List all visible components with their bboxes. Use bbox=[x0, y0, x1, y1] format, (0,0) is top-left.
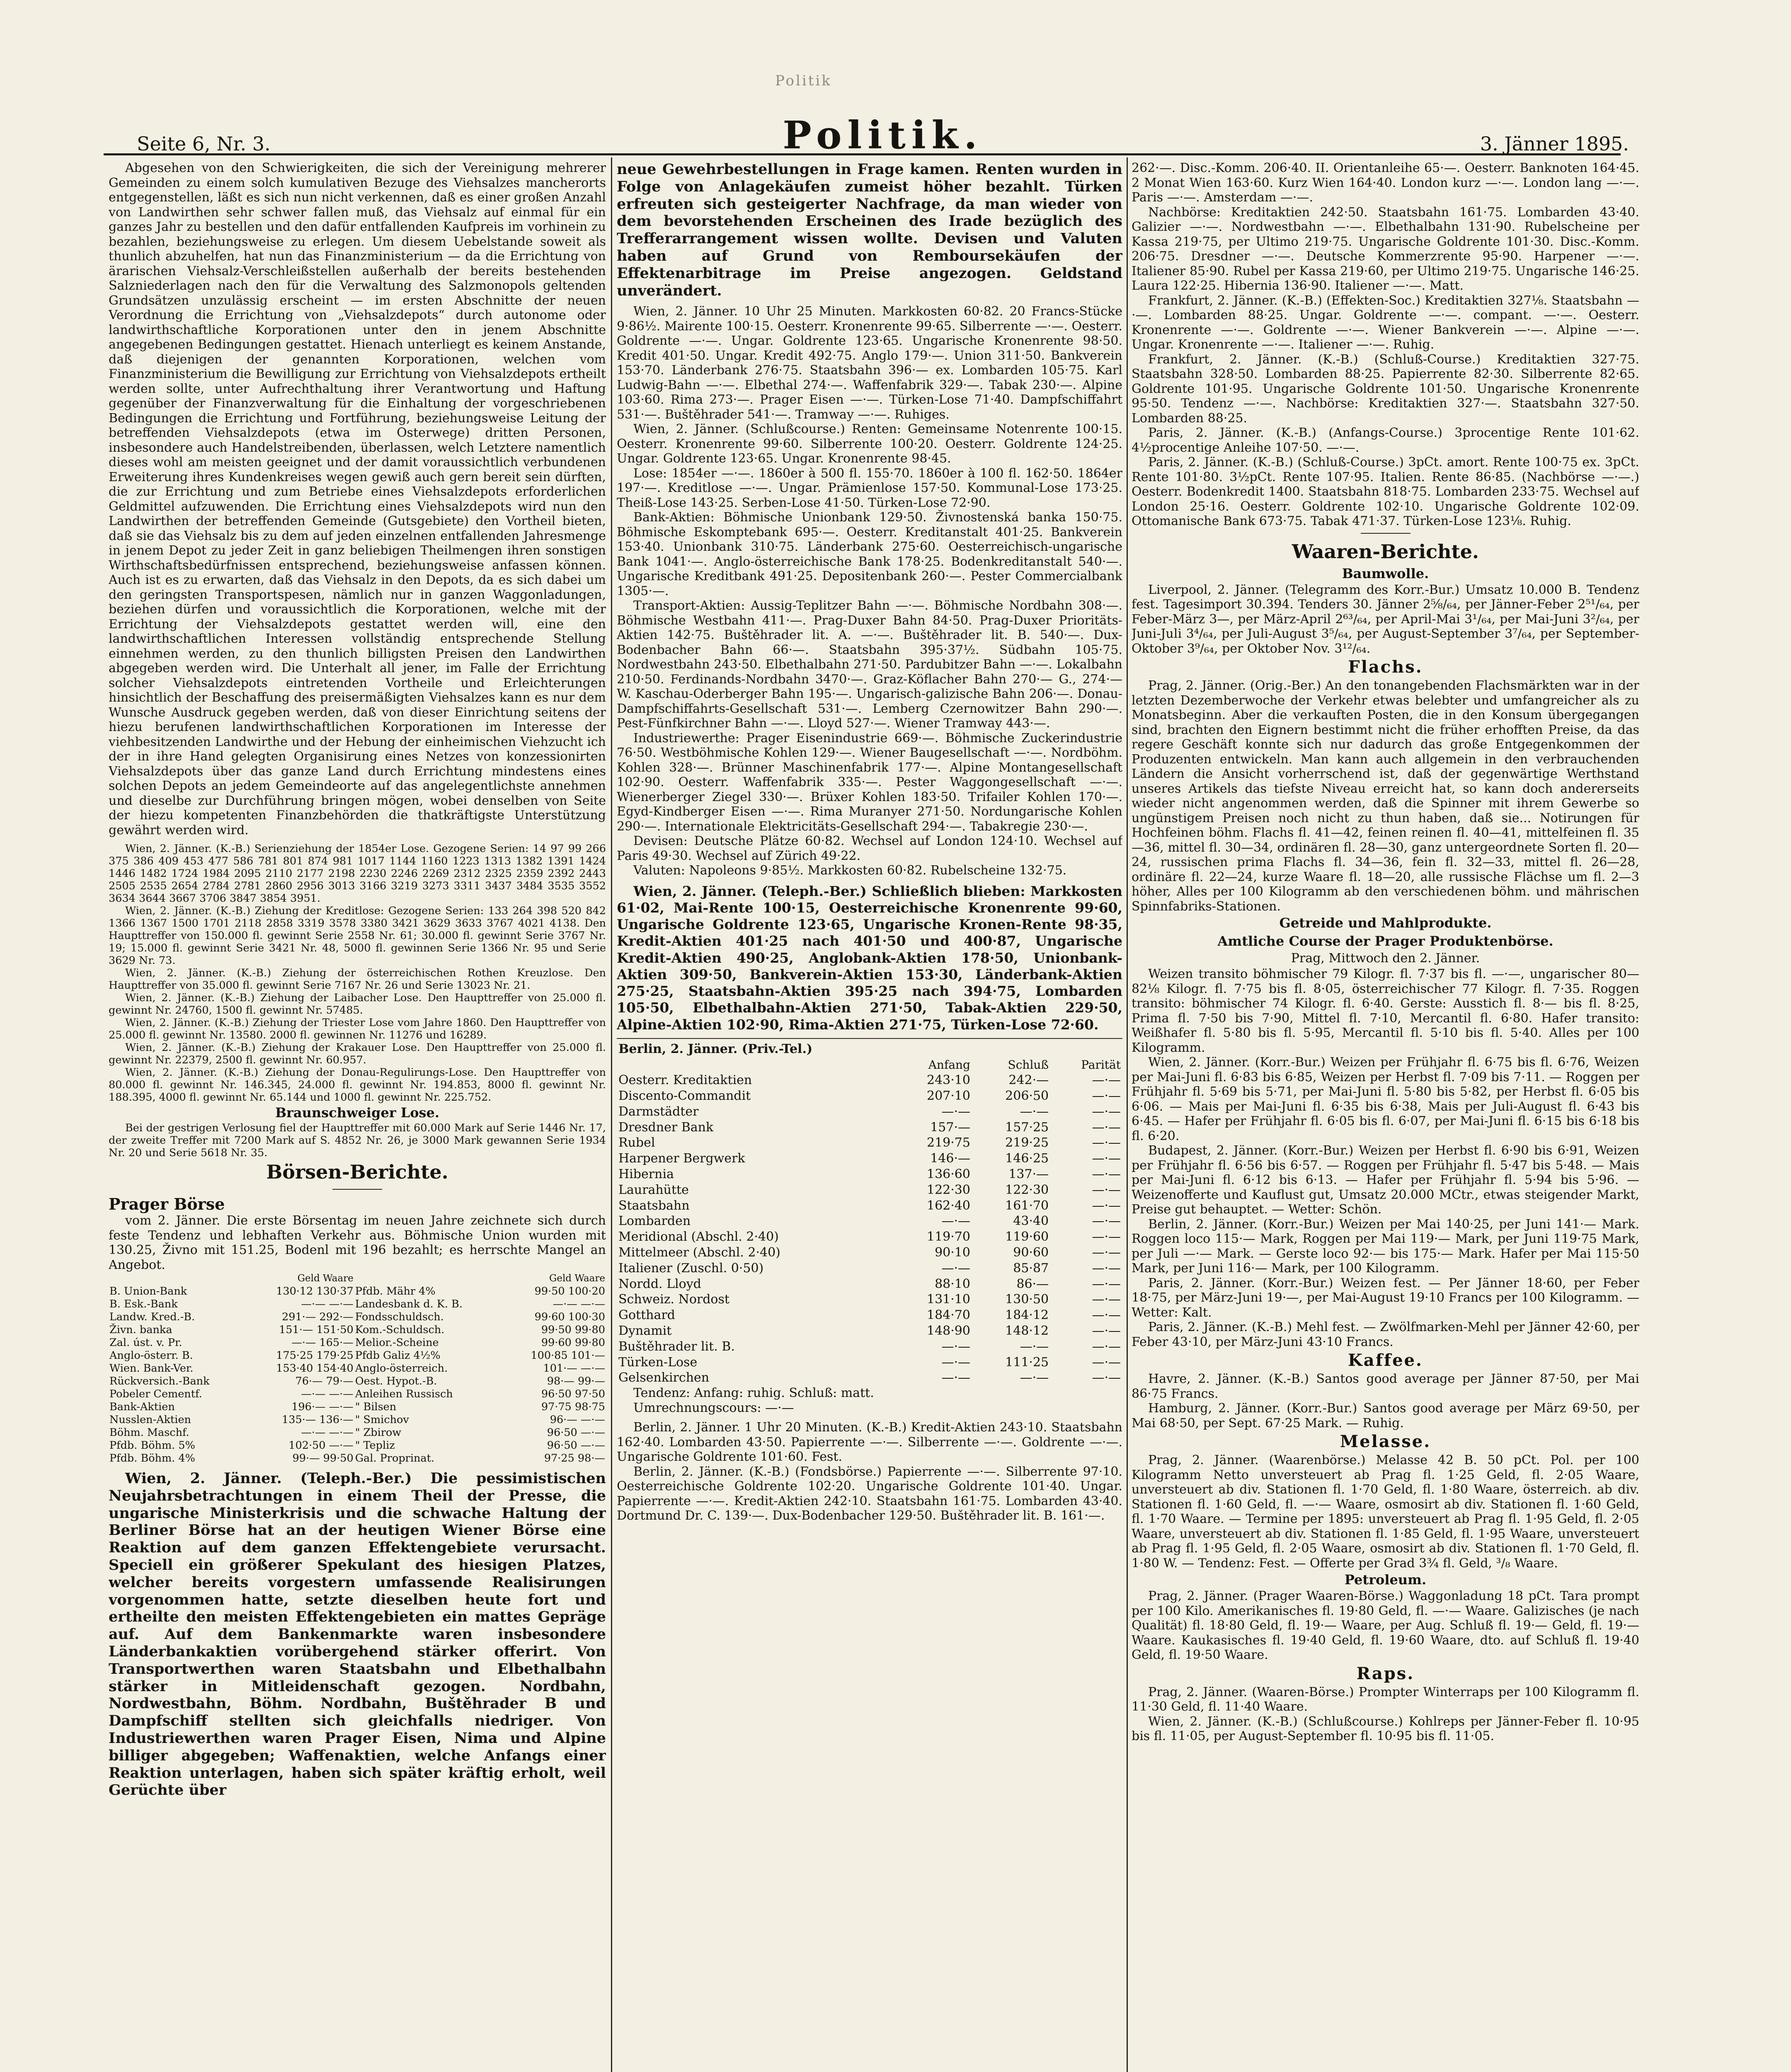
table-cell: 86·— bbox=[1016, 1276, 1049, 1291]
table-row bbox=[617, 1182, 1122, 1198]
table-cell: Harpener Bergwerk bbox=[618, 1151, 745, 1166]
table-cell: 206·50 bbox=[1005, 1089, 1049, 1104]
table-cell: Gelsenkirchen bbox=[618, 1370, 710, 1385]
table-cell: Melior.-Scheine bbox=[355, 1336, 439, 1349]
table-cell: Darmstädter bbox=[618, 1104, 699, 1119]
table-cell: Oesterr. Kreditaktien bbox=[618, 1073, 752, 1088]
section-heading: Waaren-Berichte. bbox=[1292, 540, 1479, 563]
market-report: Paris, 2. Jänner. (K.-B.) Mehl fest. — Zwölfmarken-Mehl per Jänner 42·60, per Feber 43·10, per März-Juni 43·10 Francs. bbox=[1132, 1320, 1639, 1349]
market-report: Wien, 2. Jänner. (Korr.-Bur.) Weizen per Frühjahr fl. 6·75 bis fl. 6·76, Weizen per Mai-Juni fl. 6·83 bis 6·85, Weizen per Herbst fl. 7·09 bis 7·11. — Roggen per Frühjahr fl. 5·69 bis 5·71, per Mai-Juni fl. 5·80 bis 5·82, per Herbst fl. 6·05 bis 6·06. — Mais per Mai-Juni fl. 6·35 bis 6·38, Mais per Juli-August fl. 6·43 bis 6·45. — Hafer per Frühjahr fl. 6·05 bis fl. 6·07, per Mai-Juni fl. 6·15 bis 6·18 bis fl. 6·20. bbox=[1132, 1055, 1639, 1143]
table-row bbox=[617, 1370, 1122, 1386]
table-cell: 146·25 bbox=[1005, 1151, 1049, 1166]
table-cell: " Zbirow bbox=[355, 1426, 402, 1439]
table-row bbox=[109, 1452, 606, 1465]
market-report: Bank-Aktien: Böhmische Unionbank 129·50. Živnostenská banka 150·75. Böhmische Eskomptebank 695·—. Oesterr. Kreditanstalt 401·25. Bankverein 153·40. Unionbank 310·75. Länderbank 275·60. Oesterreichisch-ungarische Bank 1041·—. Anglo-österreichische Bank 178·25. Bodenkreditanstalt 540·—. Ungarische Kreditbank 491·25. Depositenbank 260·—. Pester Commercialbank 1305·—. bbox=[617, 510, 1122, 598]
table-cell: —·— bbox=[1092, 1151, 1121, 1166]
table-row bbox=[109, 1311, 606, 1324]
table-cell: Zal. úst. v. Pr. bbox=[109, 1336, 182, 1349]
article-viehsalz: Abgesehen von den Schwierigkeiten, die sich der Vereinigung mehrerer Gemeinden zu einem solch kumulativen Bezuge des Viehsalzes mancherorts entgegenstellen, läßt es sich nun nicht verkennen, daß es einer großen Anzahl von Landwirthen sehr schwer fallen muß, das Viehsalz auf einmal für ein ganzes Jahr zu bestellen und den dafür entfallenden Kaufpreis im vorhinein zu bezahlen, beziehungsweise zu erlegen. Um diesem Uebelstande soweit als thunlich abzuhelfen, hat nun das Finanzministerium — da die Errichtung von ärarischen Viehsalz-Verschleißstellen außerhalb der bereits bestehenden Salzniederlagen nach den für die Verwaltung des Salzmonopols geltenden Grundsätzen unzulässig erscheint — im ersten Abschnitte der neuen Verordnung die Errichtung von „Viehsalzdepots“ durch autonome oder landwirthschaftliche Korporationen unter den in jenem Abschnitte angegebenen Bedingungen gestattet. Hienach unterliegt es keinem Anstande, daß diejenigen der genannten Korporationen, welchen vom Finanzministerium die Bewilligung zur Errichtung von Viehsalzdepots ertheilt werden sollte, unter Aufrechthaltung ihrer Verantwortung und Haftung gegenüber der Finanzverwaltung für die Einhaltung der vorgeschriebenen Bedingungen die Errichtung und Fortführung, beziehungsweise Leitung der betreffenden Viehsalzdepots (etwa im Osterwege) dritten Personen, insbesondere auch Handelstreibenden, überlassen, welch Letztere namentlich dieses wohl am meisten geeignet und der damit voraussichtlich verbundenen Erweiterung ihres Kundenkreises wegen gewiß auch gern bereit sein dürften, die zur Errichtung und zum Betriebe eines Viehsalzdepots erforderlichen Geldmittel aufzuwenden. Die Errichtung eines Viehsalzdepots wird nun den Landwirthen der betreffenden Gemeinde (Gutsgebiete) den Vortheil bieten, daß sie das Viehsalz bis zu dem auf jeden einzelnen entfallenden Jahresmenge in jenem Depot zu jeder Zeit in ganz beliebigen Theilmengen ihren sonstigen Wirthschaftsbedürfnissen entsprechend, beziehungsweise anfassen können. Auch ist es zu erwarten, daß das Viehsalz in den Depots, da es sich dabei um den geringsten Transportspesen, nämlich nur in ganzen Waggonladungen, beziehen dürfen und voraussichtlich die Korporationen, welche mit der Errichtung der Viehsalzdepots gestattet werden will, eine den landwirthschaftlichen Interessen vollständig entsprechende Stellung einnehmen werden, zu den thunlich billigsten Preisen den Landwirthen abgegeben werden wird. Die Unterhalt all jener, im Falle der Errichtung solcher Viehsalzdepots eintretenden Vortheile und Erleichterungen hinsichtlich der Beschaffung des preisermäßigten Viehsalzes kann es nur dem Wunsche Ausdruck gegeben werden, daß von dieser Einrichtung seitens der hiezu berufenen landwirthschaftlichen Korporationen im Interesse der viehbesitzenden Landwirthe und der Hebung der einheimischen Viehzucht ich der in ihre Hand gelegten Organisirung eines Netzes von konzessionirten Viehsalzdepots über das ganze Land durch Errichtung mindestens eines solchen Depots an jedem Gemeindeorte auf das angelegentlichste annehmen und dieselbe zur Durchführung bringen mögen, wobei denselben von Seite der hiezu kompetenten Finanzbehörden die thatkräftigste Unterstützung gewährt werden wird. bbox=[109, 161, 606, 838]
table-row bbox=[109, 1426, 606, 1439]
table-cell: —·— bbox=[941, 1214, 970, 1229]
column-2 bbox=[617, 161, 1122, 2072]
table-cell: —·— bbox=[1092, 1073, 1121, 1088]
table-cell: 130·12 130·37 bbox=[276, 1285, 354, 1297]
market-report: Wien, 2. Jänner. 10 Uhr 25 Minuten. Markkosten 60·82. 20 Francs-Stücke 9·86½. Mairente 100·15. Oesterr. Kronenrente 99·65. Silberrente —·—. Oesterr. Goldrente —·—. Ungar. Goldrente 123·65. Ungarische Kronenrente 98·50. Kredit 401·50. Ungar. Kredit 492·75. Anglo 179·—. Union 311·50. Bankverein 153·70. Länderbank 276·75. Staatsbahn 396·— ex. Lombarden 105·75. Karl Ludwig-Bahn —·—. Elbethal 274·—. Waffenfabrik 329·—. Tabak 230·—. Alpine 103·60. Rima 273·—. Prager Eisen —·—. Türken-Lose 71·40. Dampfschiffahrt 531·—. Buštěhrader 541·—. Tramway —·—. Ruhiges. bbox=[617, 304, 1122, 422]
table-cell: —·— —·— bbox=[301, 1298, 354, 1310]
table-cell: —·— bbox=[1092, 1292, 1121, 1307]
header-watermark: Politik bbox=[775, 73, 832, 89]
column-3 bbox=[1132, 161, 1639, 2072]
table-row bbox=[617, 1245, 1122, 1261]
table-cell: 146·— bbox=[930, 1151, 970, 1166]
market-report: Industriewerthe: Prager Eisenindustrie 669·—. Böhmische Zuckerindustrie 76·50. Westböhmische Kohlen 129·—. Wiener Baugesellschaft —·—. Nordböhm. Kohlen 328·—. Brünner Maschinenfabrik 177·—. Alpine Montangesellschaft 102·90. Oesterr. Waffenfabrik 335·—. Pester Waggongesellschaft —·—. Wienerberger Ziegel 330·—. Brüxer Kohlen 183·50. Trifailer Kohlen 170·—. Egyd-Kindberger Eisen —·—. Rima Muranyer 271·50. Nordungarische Kohlen 290·—. Internationale Elektricitäts-Gesellschaft 294·—. Tabakregie 230·—. bbox=[617, 731, 1122, 834]
subheading: Getreide und Mahlprodukte. bbox=[1279, 915, 1492, 931]
table-row bbox=[617, 1323, 1122, 1339]
table-cell: 98·— 99·— bbox=[547, 1375, 605, 1387]
table-cell: 101·— —·— bbox=[543, 1362, 605, 1375]
table-header: Geld Waare Geld Waare bbox=[297, 1273, 605, 1284]
header-rule bbox=[104, 153, 1621, 155]
table-cell: —·— bbox=[1092, 1261, 1121, 1276]
market-report: vom 2. Jänner. Die erste Börsentag im neuen Jahre zeichnete sich durch feste Tendenz und lebhaften Verkehr aus. Böhmische Union wurden mit 130.25, Živno mit 151.25, Bodenl mit 196 bezahlt; es herrschte Mangel an Angebot. bbox=[109, 1213, 606, 1272]
market-report: Prag, 2. Jänner. (Prager Waaren-Börse.) Waggonladung 18 pCt. Tara prompt per 100 Kilo. Amerikanisches fl. 19·80 Geld, fl. —·— Waare. Galizisches (je nach Qualität) fl. 18·80 Geld, fl. 19·— Waare, per Aug. Schluß fl. 19·— Geld, fl. 19·— Waare. Kaukasisches fl. 19·40 Geld, fl. 19·60 Waare, dto. auf Schluß fl. 19·40 Geld, fl. 19·50 Waare. bbox=[1132, 1589, 1639, 1662]
table-row bbox=[617, 1307, 1122, 1323]
table-cell: B. Esk.-Bank bbox=[109, 1298, 178, 1310]
subheading: Braunschweiger Lose. bbox=[275, 1105, 440, 1121]
table-cell: Mittelmeer (Abschl. 2·40) bbox=[618, 1245, 780, 1260]
table-cell: —·— 165·— bbox=[291, 1336, 354, 1349]
table-cell: Anglo-österreich. bbox=[355, 1362, 448, 1375]
table-cell: 291·— 292·— bbox=[282, 1311, 354, 1323]
table-cell: —·— bbox=[941, 1261, 970, 1276]
table-cell: —·— bbox=[941, 1339, 970, 1354]
table-cell: " Bilsen bbox=[355, 1401, 397, 1413]
table-row bbox=[617, 1198, 1122, 1214]
page-number: Seite 6, Nr. 3. bbox=[137, 133, 271, 155]
table-cell: 161·70 bbox=[1005, 1198, 1049, 1213]
lottery-notice: Wien, 2. Jänner. (K.-B.) Serienziehung der 1854er Lose. Gezogene Serien: 14 97 99 266 375 386 409 453 477 586 781 801 874 981 1017 1144 1160 1223 1313 1382 1391 1424 1446 1482 1724 1984 2095 2110 2177 2198 2230 2246 2269 2312 2325 2359 2392 2443 2505 2535 2654 2784 2781 2860 2956 3013 3166 3219 3273 3311 3437 3484 3535 3552 3634 3644 3667 3706 3847 3854 3951. bbox=[109, 842, 606, 905]
market-report: Valuten: Napoleons 9·85½. Markkosten 60·82. Rubelscheine 132·75. bbox=[633, 863, 1067, 878]
table-row bbox=[617, 1355, 1122, 1370]
table-row bbox=[109, 1285, 606, 1298]
table-cell: Laurahütte bbox=[618, 1182, 689, 1197]
table-cell: B. Union-Bank bbox=[109, 1285, 187, 1297]
table-row bbox=[109, 1324, 606, 1336]
table-cell: 148·90 bbox=[927, 1324, 970, 1339]
table-cell: Pfdb. Böhm. 5% bbox=[109, 1439, 195, 1452]
table-cell: 88·10 bbox=[935, 1276, 970, 1291]
table-cell: 207·10 bbox=[927, 1089, 970, 1104]
market-report: neue Gewehrbestellungen in Frage kamen. Renten wurden in Folge von Anlagekäufen zumeist höher bezahlt. Türken erfreuten sich gesteigerter Nachfrage, da man wieder von dem bevorstehenden Erscheinen des Irade bezüglich des Trefferarrangement wissen wollte. Devisen und Valuten haben auf Grund von Remboursekäufen der Effektenarbitrage im Preise angezogen. Geldstand unverändert. bbox=[617, 161, 1122, 299]
table-cell: Gal. Proprinat. bbox=[355, 1452, 434, 1464]
lottery-notice: Wien, 2. Jänner. (K.-B.) Ziehung der Donau-Regulirungs-Lose. Den Haupttreffer von 80.000 fl. gewinnt Nr. 146.345, 24.000 fl. gewinnt Nr. 194.853, 8000 fl. gewinnt Nr. 188.395, 4000 fl. gewinnt Nr. 65.144 und 1000 fl. gewinnt Nr. 225.752. bbox=[109, 1066, 606, 1104]
prague-price-table bbox=[109, 1272, 606, 1465]
table-row bbox=[109, 1362, 606, 1375]
table-cell: 111·25 bbox=[1005, 1355, 1049, 1370]
table-row bbox=[617, 1339, 1122, 1355]
table-cell: 157·— bbox=[930, 1120, 970, 1135]
table-cell: 97·25 98·— bbox=[544, 1452, 605, 1464]
table-cell: Rubel bbox=[618, 1135, 655, 1150]
lottery-notice: Wien, 2. Jänner. (K.-B.) Ziehung der Triester Lose vom Jahre 1860. Den Haupttreffer von 25.000 fl. gewinnt Nr. 13580. 2000 fl. gewinnen Nr. 11276 und 16289. bbox=[109, 1017, 606, 1041]
table-cell: 157·25 bbox=[1005, 1120, 1049, 1135]
table-cell: 97·75 98·75 bbox=[541, 1401, 605, 1413]
table-cell: 96·— —·— bbox=[550, 1414, 605, 1426]
market-report: Wien, 2. Jänner. (Teleph.-Ber.) Die pessimistischen Neujahrsbetrachtungen in einem Theil der Presse, die ungarische Ministerkrisis und die schwache Haltung der Berliner Börse hat an der heutigen Wiener Börse eine Reaktion auf dem ganzen Effektengebiete verursacht. Speciell ein größerer Spekulant des hiesigen Platzes, welcher bereits vorgestern umfassende Realisirungen vorgenommen hatte, setzte dieselben heute fort und ertheilte den meisten Effektengebieten ein mattes Gepräge auf. Auf dem Bankenmarkte waren insbesondere Länderbankaktien vorübergehend stärker offerirt. Von Transportwerthen waren Staatsbahn und Elbethalbahn stärker in Mitleidenschaft gezogen. Nordbahn, Nordwestbahn, Böhm. Nordbahn, Buštěhrader B und Dampfschiff stellten sich gleichfalls niedriger. Von Industriewerthen waren Prager Eisen, Nima und Alpine billiger abgegeben; Waffenaktien, welche Anfangs einer Reaktion unterlagen, haben sich später kräftig erholt, weil Gerüchte über bbox=[109, 1470, 606, 1799]
market-report: Hamburg, 2. Jänner. (Korr.-Bur.) Santos good average per März 69·50, per Mai 68·50, per Sept. 67·25 Mark. — Ruhig. bbox=[1132, 1401, 1639, 1431]
subheading: Melasse. bbox=[1340, 1432, 1431, 1451]
subheading: Petroleum. bbox=[1344, 1572, 1427, 1588]
table-cell: 90·60 bbox=[1013, 1245, 1049, 1260]
table-cell: 99·50 99·80 bbox=[541, 1324, 605, 1336]
market-report: Umrechnungscours: —·— bbox=[633, 1400, 794, 1415]
table-cell: 162·40 bbox=[927, 1198, 970, 1213]
table-row bbox=[109, 1439, 606, 1452]
table-row bbox=[109, 1414, 606, 1426]
table-cell: 242·— bbox=[1008, 1073, 1049, 1088]
table-cell: Pobeler Cementf. bbox=[109, 1388, 202, 1400]
table-row bbox=[617, 1229, 1122, 1245]
market-report: Berlin, 2. Jänner. (Korr.-Bur.) Weizen per Mai 140·25, per Juni 141·— Mark. Roggen loco 115·— Mark, Roggen per Mai 119·— Mark, per Juni 119·75 Mark, per Juli —·— Mark. — Gerste loco 92·— bis 175·— Mark. Hafer per Mai 115·50 Mark, per Juni 116·— Mark, per 100 Kilogramm. bbox=[1132, 1217, 1639, 1276]
market-report: Budapest, 2. Jänner. (Korr.-Bur.) Weizen per Herbst fl. 6·90 bis 6·91, Weizen per Frühjahr fl. 6·56 bis 6·57. — Roggen per Frühjahr fl. 5·47 bis 5·48. — Mais per Mai-Juni fl. 6·12 bis 6·13. — Hafer per Frühjahr fl. 5·94 bis 5·96. — Weizenofferte und Kauflust gut, Umsatz 20.000 MCtr., etwas steigender Markt, Preise gut behauptet. — Wetter: Schön. bbox=[1132, 1143, 1639, 1217]
column-rule bbox=[1127, 157, 1128, 2072]
table-cell: Anglo-österr. B. bbox=[109, 1349, 193, 1362]
table-cell: Meridional (Abschl. 2·40) bbox=[618, 1230, 779, 1244]
table-cell: Pfdb. Mähr 4% bbox=[355, 1285, 436, 1297]
table-cell: 219·75 bbox=[927, 1135, 970, 1150]
market-report: Tendenz: Anfang: ruhig. Schluß: matt. bbox=[633, 1386, 874, 1401]
table-cell: —·— bbox=[941, 1355, 970, 1370]
table-header: Anfang Schluß Parität bbox=[928, 1058, 1121, 1072]
table-cell: 90·10 bbox=[935, 1245, 970, 1260]
lottery-notice: Bei der gestrigen Verlosung fiel der Haupttreffer mit 60.000 Mark auf Serie 1446 Nr. 17, der zweite Treffer mit 7200 Mark auf S. 4852 Nr. 26, je 3000 Mark gewannen Serie 1934 Nr. 20 und Serie 5618 Nr. 35. bbox=[109, 1122, 606, 1159]
table-cell: Pfdb Galiz 4½% bbox=[355, 1349, 441, 1362]
table-cell: 99·50 100·20 bbox=[534, 1285, 605, 1297]
table-title: Berlin, 2. Jänner. (Priv.-Tel.) bbox=[618, 1041, 813, 1056]
table-row bbox=[109, 1375, 606, 1388]
table-row bbox=[617, 1072, 1122, 1088]
subheading: Prag, Mittwoch den 2. Jänner. bbox=[1291, 951, 1480, 966]
table-cell: Lombarden bbox=[618, 1214, 691, 1229]
table-cell: —·— bbox=[1092, 1355, 1121, 1370]
table-cell: 100·85 101·— bbox=[531, 1349, 605, 1362]
table-cell: —·— bbox=[1092, 1339, 1121, 1354]
market-report: 262·—. Disc.-Komm. 206·40. II. Orientanleihe 65·—. Oesterr. Banknoten 164·45. 2 Monat Wien 163·60. Kurz Wien 164·40. London kurz —·—. London lang —·—. Paris —·—. Amsterdam —·—. bbox=[1132, 161, 1639, 205]
table-cell: Dynamit bbox=[618, 1324, 672, 1339]
table-cell: Živn. banka bbox=[109, 1324, 172, 1336]
table-cell: Nusslen-Aktien bbox=[109, 1414, 191, 1426]
table-cell: 99·60 100·30 bbox=[534, 1311, 605, 1323]
market-report: Wien, 2. Jänner. (Schlußcourse.) Renten: Gemeinsame Notenrente 100·15. Oesterr. Kronenrente 99·60. Silberrente 100·20. Oesterr. Goldrente 124·25. Ungar. Goldrente 123·65. Ungar. Kronenrente 98·45. bbox=[617, 422, 1122, 466]
table-cell: Schweiz. Nordost bbox=[618, 1292, 729, 1307]
table-cell: —·— bbox=[1092, 1135, 1121, 1150]
table-cell: —·— bbox=[1092, 1276, 1121, 1291]
table-row bbox=[109, 1388, 606, 1401]
market-report: Paris, 2. Jänner. (K.-B.) (Anfangs-Course.) 3procentige Rente 101·62. 4½procentige Anleihe 107·50. —·—. bbox=[1132, 426, 1639, 455]
table-cell: —·— bbox=[1092, 1214, 1121, 1229]
table-row bbox=[617, 1167, 1122, 1182]
table-cell: 119·70 bbox=[927, 1230, 970, 1244]
table-row bbox=[617, 1276, 1122, 1292]
table-cell: —·— bbox=[1092, 1167, 1121, 1182]
lottery-notice: Wien, 2. Jänner. (K.-B.) Ziehung der Krakauer Lose. Den Haupttreffer von 25.000 fl. gewinnt Nr. 22379, 2500 fl. gewinnt Nr. 60.957. bbox=[109, 1041, 606, 1066]
market-report: Nachbörse: Kreditaktien 242·50. Staatsbahn 161·75. Lombarden 43·40. Galizier —·—. Nordwestbahn —·—. Elbethalbahn 131·90. Rubelscheine per Kassa 219·75, per Ultimo 219·75. Ungarische Goldrente 101·30. Disc.-Komm. 206·75. Dresdner —·—. Deutsche Kommerzrente 95·90. Harpener —·—. Italiener 85·90. Rubel per Kassa 219·60, per Ultimo 219·75. Ungarische 146·25. Laura 122·25. Hibernia 136·90. Italiener —·—. Matt. bbox=[1132, 205, 1639, 293]
divider bbox=[1361, 533, 1411, 534]
table-cell: —·— —·— bbox=[301, 1426, 354, 1439]
table-cell: 43·40 bbox=[1013, 1214, 1049, 1229]
market-report: Frankfurt, 2. Jänner. (K.-B.) (Schluß-Course.) Kreditaktien 327·75. Staatsbahn 328·50. Lombarden 88·25. Papierrente 82·30. Silberrente 82·65. Goldrente 101·95. Ungarische Goldrente 101·50. Ungarische Kronenrente 95·50. Tendenz —·—. Nachbörse: Kreditaktien 327·—. Staatsbahn 327·50. Lombarden 88·25. bbox=[1132, 352, 1639, 426]
table-cell: Nordd. Lloyd bbox=[618, 1276, 701, 1291]
market-report: Transport-Aktien: Aussig-Teplitzer Bahn —·—. Böhmische Nordbahn 308·—. Böhmische Westbahn 411·—. Prag-Duxer Bahn 84·50. Prag-Duxer Prioritäts-Aktien 142·75. Buštěhrader lit. A. —·—. Buštěhrader lit. B. 540·—. Dux-Bodenbacher Bahn 66·—. Staatsbahn 395·37½. Südbahn 105·75. Nordwestbahn 243·50. Elbethalbahn 271·50. Pardubitzer Bahn —·—. Lokalbahn 210·50. Ferdinands-Nordbahn 3470·—. Graz-Köflacher Bahn 270·— G., 274·— W. Kaschau-Oderberger Bahn 195·—. Ungarisch-galizische Bahn 206·—. Donau-Dampfschiffahrts-Gesellschaft 531·—. Lemberg Czernowitzer Bahn 290·—. Pest-Fünfkirchner Bahn —·—. Lloyd 527·—. Wiener Tramway 443·—. bbox=[617, 598, 1122, 731]
table-cell: Italiener (Zuschl. 0·50) bbox=[618, 1261, 764, 1276]
table-cell: Dresdner Bank bbox=[618, 1120, 714, 1135]
table-cell: —·— bbox=[941, 1370, 970, 1385]
subheading: Amtliche Course der Prager Produktenbörse. bbox=[1217, 933, 1553, 949]
table-cell: Fondsschuldsch. bbox=[355, 1311, 444, 1323]
table-cell: 96·50 97·50 bbox=[541, 1388, 605, 1400]
table-cell: 175·25 179·25 bbox=[276, 1349, 354, 1362]
lottery-notice: Wien, 2. Jänner. (K.-B.) Ziehung der Kreditlose: Gezogene Serien: 133 264 398 520 842 1366 1367 1500 1701 2118 2858 3319 3578 3380 3421 3629 3633 3767 4021 4138. Den Haupttreffer von 150.000 fl. gewinnt Serie 2558 Nr. 61; 30.000 fl. gewinnt Serie 3767 Nr. 19; 15.000 fl. gewinnt Serie 3421 Nr. 48, 5000 fl. gewinnen Serie 1366 Nr. 95 und Serie 3629 Nr. 73. bbox=[109, 905, 606, 967]
table-cell: 99·— 99·50 bbox=[292, 1452, 354, 1464]
table-cell: 96·50 —·— bbox=[547, 1426, 605, 1439]
table-cell: Hibernia bbox=[618, 1167, 674, 1182]
table-cell: Türken-Lose bbox=[618, 1355, 698, 1370]
table-cell: 131·10 bbox=[927, 1292, 970, 1307]
table-row bbox=[617, 1104, 1122, 1120]
table-cell: —·— bbox=[1092, 1182, 1121, 1197]
table-cell: —·— bbox=[1092, 1245, 1121, 1260]
table-cell: Gotthard bbox=[618, 1308, 675, 1323]
table-cell: —·— bbox=[1092, 1198, 1121, 1213]
table-row bbox=[617, 1151, 1122, 1167]
table-cell: Rückversich.-Bank bbox=[109, 1375, 210, 1387]
table-cell: —·— —·— bbox=[301, 1388, 354, 1400]
subheading: Kaffee. bbox=[1348, 1351, 1423, 1370]
table-cell: " Tepliz bbox=[355, 1439, 395, 1452]
table-cell: Discento-Commandit bbox=[618, 1089, 751, 1104]
table-cell: —·— bbox=[1020, 1339, 1049, 1354]
table-cell: " Smichov bbox=[355, 1414, 409, 1426]
table-cell: Landw. Kred.-B. bbox=[109, 1311, 195, 1323]
table-cell: 243·10 bbox=[927, 1073, 970, 1088]
table-row bbox=[109, 1349, 606, 1362]
market-report: Prag, 2. Jänner. (Waaren-Börse.) Prompter Winterraps per 100 Kilogramm fl. 11·30 Geld, fl. 11·40 Waare. bbox=[1132, 1685, 1639, 1714]
table-cell: 153·40 154·40 bbox=[276, 1362, 354, 1375]
table-cell: Kom.-Schuldsch. bbox=[355, 1324, 445, 1336]
table-cell: —·— bbox=[1020, 1370, 1049, 1385]
table-cell: Staatsbahn bbox=[618, 1198, 690, 1213]
table-cell: —·— bbox=[1092, 1120, 1121, 1135]
market-report: Wien, 2. Jänner. (K.-B.) (Schlußcourse.) Kohlreps per Jänner-Feber fl. 10·95 bis fl. 11·05, per August-September fl. 10·95 bis fl. 11·05. bbox=[1132, 1714, 1639, 1743]
table-cell: Wien. Bank-Ver. bbox=[109, 1362, 194, 1375]
divider bbox=[332, 1189, 382, 1190]
section-heading: Börsen-Berichte. bbox=[266, 1161, 448, 1183]
subheading: Raps. bbox=[1356, 1663, 1415, 1683]
table-cell: 148·12 bbox=[1005, 1324, 1049, 1339]
table-cell: —·— bbox=[1092, 1230, 1121, 1244]
table-row bbox=[617, 1292, 1122, 1307]
table-cell: Landesbank d. K. B. bbox=[355, 1298, 463, 1310]
table-cell: 136·60 bbox=[927, 1167, 970, 1182]
table-cell: 96·50 —·— bbox=[547, 1439, 605, 1452]
table-cell: —·— bbox=[1092, 1308, 1121, 1323]
market-report: Prag, 2. Jänner. (Waarenbörse.) Melasse 42 B. 50 pCt. Pol. per 100 Kilogramm Netto unversteuert ab Prag fl. 1·25 Geld, fl. 2·05 Waare, unversteuert ab div. Stationen fl. 1·70 Geld, fl. 1·80 Waare, österreich. ab div. Stationen fl. 1·60 Geld, fl. —·— Waare, osmosirt ab div. Stationen fl. 1·60 Geld, fl. 1·70 Waare. — Termine per 1895: unversteuert ab Prag fl. 1·95 Geld, fl. 2·05 Waare, unversteuert ab div. Stationen fl. 1·85 Geld, fl. 1·95 Waare, unversteuert ab Prag fl. 1·95 Geld, fl. 2·05 Waare, osmosirt ab div. Stationen fl. 1·70 Geld, fl. 1·80 W. — Tendenz: Fest. — Offerte per Grad 3¾ fl. Geld, ³/₈ Waare. bbox=[1132, 1453, 1639, 1571]
table-cell: 184·12 bbox=[1005, 1308, 1049, 1323]
table-cell: —·— bbox=[1092, 1089, 1121, 1104]
table-cell: 219·25 bbox=[1005, 1135, 1049, 1150]
market-report: Havre, 2. Jänner. (K.-B.) Santos good average per Jänner 87·50, per Mai 86·75 Francs. bbox=[1132, 1372, 1639, 1401]
section-title: Politik. bbox=[783, 113, 983, 157]
table-cell: Anleihen Russisch bbox=[355, 1388, 453, 1400]
table-cell: Bank-Aktien bbox=[109, 1401, 175, 1413]
table-row bbox=[109, 1401, 606, 1414]
table-cell: Buštěhrader lit. B. bbox=[618, 1339, 735, 1354]
market-report: Berlin, 2. Jänner. (K.-B.) (Fondsbörse.) Papierrente —·—. Silberrente 97·10. Oesterreichische Goldrente 102·20. Ungarische Goldrente 101·40. Ungar. Papierrente —·—. Kredit-Aktien 242·10. Staatsbahn 161·75. Lombarden 43·40. Dortmund Dr. C. 139·—. Dux-Bodenbacher 129·50. Buštěhrader lit. B. 161·—. bbox=[617, 1464, 1122, 1523]
table-cell: —·— —·— bbox=[553, 1298, 605, 1310]
market-report: Paris, 2. Jänner. (Korr.-Bur.) Weizen fest. — Per Jänner 18·60, per Feber 18·75, per März-Juni 19·—, per Mai-August 19·10 Francs per 100 Kilogramm. — Wetter: Kalt. bbox=[1132, 1276, 1639, 1320]
subheading: Flachs. bbox=[1348, 657, 1423, 677]
table-row bbox=[617, 1261, 1122, 1276]
column-1 bbox=[109, 161, 606, 2072]
table-cell: 122·30 bbox=[1005, 1182, 1049, 1197]
table-cell: 119·60 bbox=[1005, 1230, 1049, 1244]
market-report: Prag, 2. Jänner. (Orig.-Ber.) An den tonangebenden Flachsmärkten war in der letzten Dezemberwoche der Verkehr etwas belebter und umfangreicher als zu Monatsbeginn. Aber die verkauften Posten, die in den Konsum übergegangen sind, brachten den Eignern bestimmt nicht die früher erhofften Preise, da das regere Geschäft konnte sich nur dadurch das große Entgegenkommen der Produzenten entwickeln. Man kann auch allgemein in den verbrauchenden Ländern die Ansicht vorherrschend ist, daß der gegenwärtige Werthstand unseres Artikels das tiefste Niveau erreicht hat, so kann doch andererseits wieder nicht angenommen werden, daß die Spinner mit ihrem Gewerbe so ungünstigem Preisen noch nicht zu thun haben, daß sie... Notirungen für Hochfeinen böhm. Flachs fl. 41—42, feinen reinen fl. 40—41, mittelfeinen fl. 35—36, mittel fl. 30—34, ordinären fl. 28—30, ganz untergeordnete Sorten fl. 20—24, russischen prima Flachs fl. 34—36, fein fl. 32—33, mittel fl. 26—28, ordinäre fl. 22—24, kurze Waare fl. 18—20, alle russische Flächse um fl. 2—3 höher, Alles per 100 Kilogramm ab den verschiedenen böhm. und mährischen Spinnfabriks-Stationen. bbox=[1132, 678, 1639, 914]
market-report: Devisen: Deutsche Plätze 60·82. Wechsel auf London 124·10. Wechsel auf Paris 49·30. Wechsel auf Zürich 49·22. bbox=[617, 834, 1122, 863]
market-report: Wien, 2. Jänner. (Teleph.-Ber.) Schließlich blieben: Markkosten 61·02, Mai-Rente 100·15, Oesterreichische Kronenrente 99·60, Ungarische Goldrente 123·65, Ungarische Kronen-Rente 98·35, Kredit-Aktien 401·25 nach 401·50 und 400·87, Ungarische Kredit-Aktien 490·25, Anglobank-Aktien 178·50, Unionbank-Aktien 309·50, Bankverein-Aktien 153·30, Länderbank-Aktien 275·25, Staatsbahn-Aktien 395·25 nach 394·75, Lombarden 105·50, Elbethalbahn-Aktien 271·50, Tabak-Aktien 229·50, Alpine-Aktien 102·90, Rima-Aktien 271·75, Türken-Lose 72·60. bbox=[617, 883, 1122, 1033]
table-cell: 135·— 136·— bbox=[282, 1414, 354, 1426]
market-report: Weizen transito böhmischer 79 Kilogr. fl. 7·37 bis fl. —·—, ungarischer 80—82⅛ Kilogr. fl. 7·75 bis fl. 8·05, österreichischer 77 Kilogr. fl. 7·35. Roggen transito: böhmischer 74 Kilogr. fl. 6·40. Gerste: Ausstich fl. 8·— bis fl. 8·25, Prima fl. 7·50 bis 7·90, Mittel fl. 7·10, Mercantil fl. 6·80. Hafer transito: Weißhafer fl. 5·80 bis fl. 5·95, Mercantil fl. 5·10 bis fl. 5·40. Alles per 100 Kilogramm. bbox=[1132, 967, 1639, 1055]
table-cell: 102·50 —·— bbox=[288, 1439, 354, 1452]
table-row bbox=[109, 1336, 606, 1349]
table-cell: 85·87 bbox=[1013, 1261, 1049, 1276]
table-cell: 184·70 bbox=[927, 1308, 970, 1323]
table-row bbox=[617, 1135, 1122, 1151]
berlin-price-table bbox=[617, 1038, 1122, 1386]
market-report: Liverpool, 2. Jänner. (Telegramm des Korr.-Bur.) Umsatz 10.000 B. Tendenz fest. Tagesimport 30.394. Tenders 30. Jänner 2⅝/₆₄, per Jänner-Feber 2⁵¹/₆₄, per Feber-März 3—, per März-April 2⁶³/₆₄, per April-Mai 3¹/₆₄, per Mai-Juni 3²/₆₄, per Juni-Juli 3⁴/₆₄, per Juli-August 3⁵/₆₄, per August-September 3⁷/₆₄, per September-Oktober 3⁹/₆₄, per Oktober Nov. 3¹²/₆₄. bbox=[1132, 582, 1639, 656]
table-cell: 151·— 151·50 bbox=[279, 1324, 354, 1336]
market-report: Lose: 1854er —·—. 1860er à 500 fl. 155·70. 1860er à 100 fl. 162·50. 1864er 197·—. Kreditlose —·—. Ungar. Prämienlose 157·50. Kommunal-Lose 173·25. Theiß-Lose 143·25. Serben-Lose 41·50. Türken-Lose 72·90. bbox=[617, 466, 1122, 510]
table-row bbox=[617, 1120, 1122, 1135]
market-report: Paris, 2. Jänner. (K.-B.) (Schluß-Course.) 3pCt. amort. Rente 100·75 ex. 3pCt. Rente 101·80. 3½pCt. Rente 107·95. Italien. Rente 86·85. (Nachbörse —·—.) Oesterr. Bodenkredit 1400. Staatsbahn 818·75. Lombarden 233·75. Wechsel auf London 25·16. Oesterr. Goldrente 102·10. Ungarische Goldrente 102·09. Ottomanische Bank 673·75. Tabak 471·37. Türken-Lose 123⅛. Ruhig. bbox=[1132, 455, 1639, 528]
table-cell: —·— bbox=[1092, 1104, 1121, 1119]
table-cell: 76·— 79·— bbox=[295, 1375, 354, 1387]
table-cell: 122·30 bbox=[927, 1182, 970, 1197]
subheading: Baumwolle. bbox=[1342, 565, 1429, 581]
table-cell: Pfdb. Böhm. 4% bbox=[109, 1452, 195, 1464]
lottery-notice: Wien, 2. Jänner. (K.-B.) Ziehung der österreichischen Rothen Kreuzlose. Den Haupttreffer von 35.000 fl. gewinnt Serie 7167 Nr. 26 und Serie 13023 Nr. 21. bbox=[109, 967, 606, 992]
page-header bbox=[137, 112, 1629, 157]
table-cell: 130·50 bbox=[1005, 1292, 1049, 1307]
table-row bbox=[617, 1088, 1122, 1104]
market-report: Berlin, 2. Jänner. 1 Uhr 20 Minuten. (K.-B.) Kredit-Aktien 243·10. Staatsbahn 162·40. Lombarden 43·50. Papierrente —·—. Silberrente —·—. Goldrente —·—. Ungarische Goldrente 101·60. Fest. bbox=[617, 1420, 1122, 1464]
table-cell: —·— bbox=[1092, 1370, 1121, 1385]
lottery-notice: Wien, 2. Jänner. (K.-B.) Ziehung der Laibacher Lose. Den Haupttreffer von 25.000 fl. gewinnt Nr. 24760, 1500 fl. gewinnt Nr. 57485. bbox=[109, 992, 606, 1017]
table-cell: —·— bbox=[941, 1104, 970, 1119]
column-rule bbox=[611, 157, 612, 2072]
table-cell: 99·60 99·80 bbox=[541, 1336, 605, 1349]
table-row bbox=[617, 1213, 1122, 1229]
table-cell: —·— bbox=[1092, 1324, 1121, 1339]
issue-date: 3. Jänner 1895. bbox=[1480, 133, 1629, 155]
table-cell: —·— bbox=[1020, 1104, 1049, 1119]
table-row bbox=[109, 1298, 606, 1311]
table-cell: 196·— —·— bbox=[291, 1401, 354, 1413]
market-report: Frankfurt, 2. Jänner. (K.-B.) (Effekten-Soc.) Kreditaktien 327⅛. Staatsbahn —·—. Lombarden 88·25. Ungar. Goldrente —·—. compant. —·—. Oesterr. Kronenrente —·—. Goldrente —·—. Wiener Bankverein —·—. Alpine —·—. Ungar. Kronenrente —·—. Italiener —·—. Ruhig. bbox=[1132, 293, 1639, 352]
subheading: Prager Börse bbox=[109, 1195, 225, 1213]
table-cell: Oest. Hypot.-B. bbox=[355, 1375, 437, 1387]
table-cell: Böhm. Maschf. bbox=[109, 1426, 189, 1439]
table-cell: 137·— bbox=[1008, 1167, 1049, 1182]
